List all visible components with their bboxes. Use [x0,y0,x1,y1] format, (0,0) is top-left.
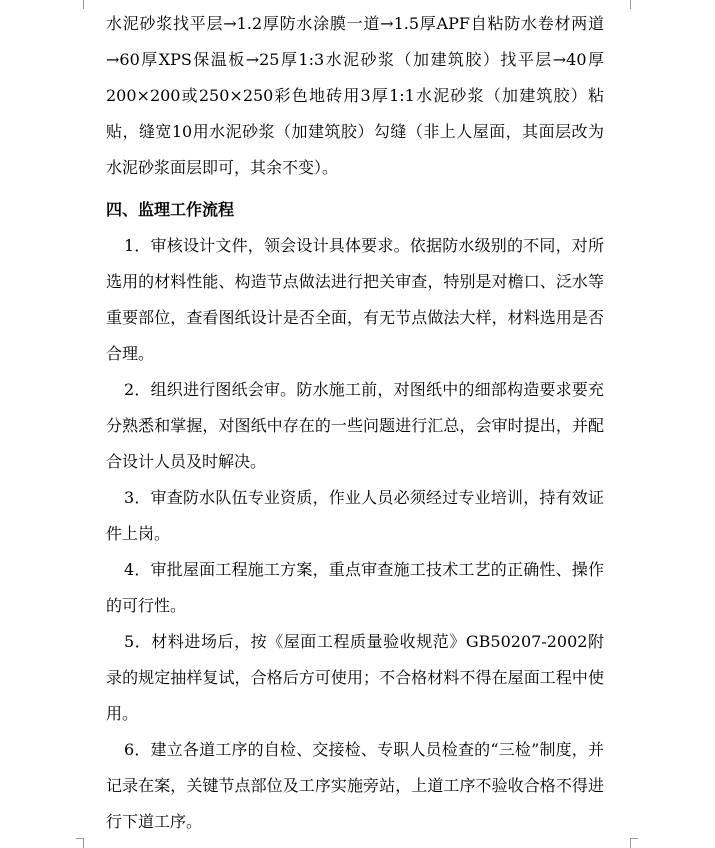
list-item: 3．审查防水队伍专业资质，作业人员必须经过专业培训，持有效证件上岗。 [106,488,604,543]
list-item: 4．审批屋面工程施工方案，重点审查施工技术工艺的正确性、操作的可行性。 [106,560,604,615]
crop-mark-bottom-right-horizontal [630,838,638,839]
crop-mark-top-right-vertical [630,0,631,9]
list-item: 2．组织进行图纸会审。防水施工前，对图纸中的细部构造要求要充分熟悉和掌握，对图纸中存在的一些问题进行汇总，会审时提出，并配合设计人员及时解决。 [106,380,604,471]
list-item: 6．建立各道工序的自检、交接检、专职人员检查的“三检”制度，并记录在案，关键节点部位及工序实施旁站，上道工序不验收合格不得进行下道工序。 [106,740,604,831]
intro-paragraph: 水泥砂浆找平层→1.2厚防水涂膜一道→1.5厚APF自粘防水卷材两道→60厚XPS保温板→25厚1:3水泥砂浆（加建筑胶）找平层→40厚200×200或250×250彩色地砖用3厚1:1水泥砂浆（加建筑胶）粘贴，缝宽10用水泥砂浆（加建筑胶）勾缝（非上人屋面，其面层改为水泥砂浆面层即可，其余不变）。 [106,14,604,177]
document-body [106,6,604,840]
crop-mark-bottom-left-vertical [83,838,84,848]
list-item: 5．材料进场后，按《屋面工程质量验收规范》GB50207-2002附录的规定抽样复试，合格后方可使用；不合格材料不得在屋面工程中使用。 [106,632,604,723]
crop-mark-bottom-right-vertical [630,838,631,848]
section-heading: 四、监理工作流程 [106,200,235,219]
list-item: 1．审核设计文件，领会设计具体要求。依据防水级别的不同，对所选用的材料性能、构造节点做法进行把关审查，特别是对檐口、泛水等重要部位，查看图纸设计是否全面，有无节点做法大样，材料选用是否合理。 [106,236,604,363]
crop-mark-top-left-vertical [83,0,84,9]
